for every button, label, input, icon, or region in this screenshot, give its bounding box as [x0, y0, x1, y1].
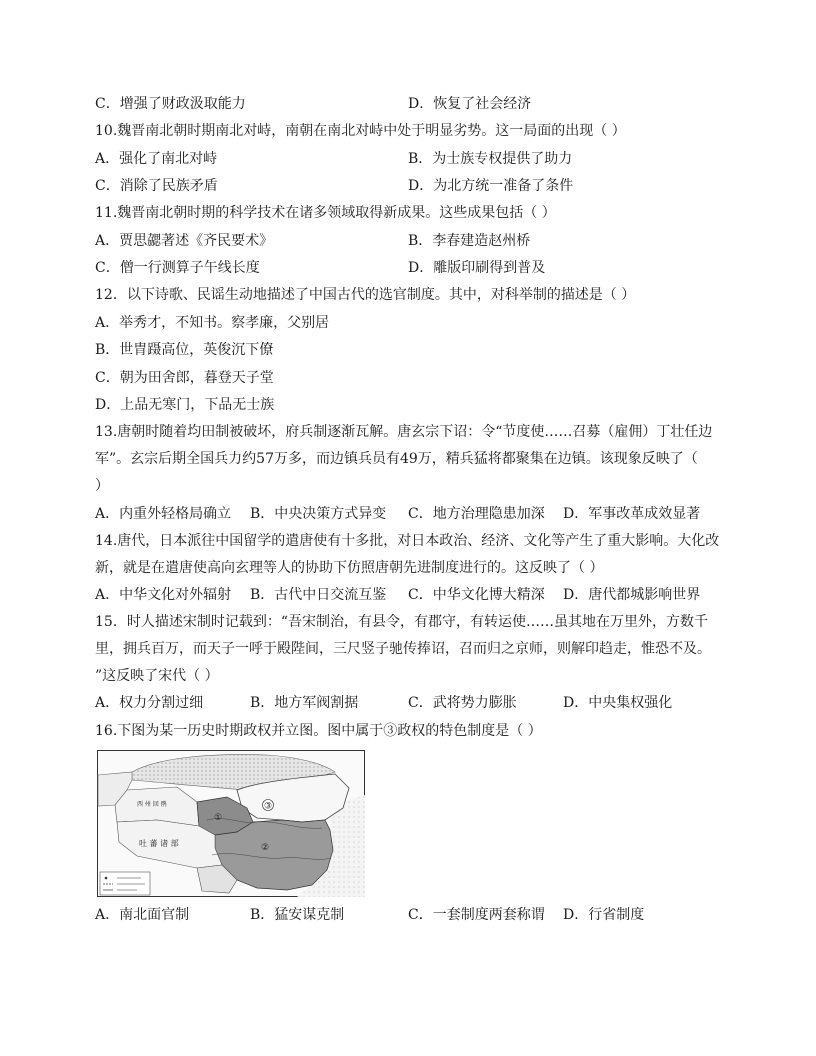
map-label-region-1: ①	[213, 813, 223, 823]
q12-option-a: A．举秀才，不知书。察孝廉，父别居	[95, 315, 330, 331]
q16-option-c: C．一套制度两套称谓	[408, 907, 545, 923]
q15-stem-line-1: 15．时人描述宋制时记载到：“吾宋制治，有县令，有郡守，有转运使……虽其地在万里外，方数千	[95, 614, 708, 630]
q14-option-b: B．古代中日交流互鉴	[250, 587, 387, 603]
q9-option-d: D．恢复了社会经济	[408, 96, 532, 112]
q15-option-b: B．地方军阀割据	[250, 695, 359, 711]
q16-stem: 16.下图为某一历史时期政权并立图。图中属于③政权的特色制度是（ ）	[95, 723, 542, 739]
map-legend-capital-symbol	[105, 877, 108, 880]
q12-option-b: B．世胄蹑高位，英俊沉下僚	[95, 342, 274, 358]
q14-stem-line-1: 14.唐代，日本派往中国留学的遣唐使有十多批，对日本政治、经济、文化等产生了重大影响。大化改	[95, 533, 720, 549]
q11-option-c: C．僧一行测算子午线长度	[95, 260, 260, 276]
q14-option-a: A．中华文化对外辐射	[95, 587, 232, 603]
q12-stem: 12．以下诗歌、民谣生动地描述了中国古代的选官制度。其中，对科举制的描述是（ ）	[95, 287, 636, 303]
q13-stem-line-1: 13.唐朝时随着均田制被破坏，府兵制逐渐瓦解。唐玄宗下诏：令“节度使……召募（雇佣）丁壮任边	[95, 424, 713, 440]
q9-option-c: C．增强了财政汲取能力	[95, 96, 246, 112]
q11-option-b: B．李春建造赵州桥	[408, 233, 531, 249]
q13-option-a: A．内重外轻格局确立	[95, 506, 232, 522]
q14-stem-line-2: 新，就是在遣唐使高向玄理等人的协助下仿照唐朝先进制度进行的。这反映了（ ）	[95, 560, 604, 576]
q16-option-b: B．猛安谋克制	[250, 907, 345, 923]
q11-option-d: D．雕版印刷得到普及	[408, 260, 546, 276]
q13-option-d: D．军事改革成效显著	[563, 506, 701, 522]
q12-option-c: C．朝为田舍郎，暮登天子堂	[95, 370, 274, 386]
q13-option-c: C．地方治理隐患加深	[408, 506, 545, 522]
history-map-figure	[97, 750, 365, 897]
q11-stem: 11.魏晋南北朝时期的科学技术在诸多领域取得新成果。这些成果包括（ ）	[95, 205, 556, 221]
map-label-region-2: ②	[260, 843, 270, 853]
q10-option-d: D．为北方统一准备了条件	[408, 178, 574, 194]
q16-option-d: D．行省制度	[563, 907, 645, 923]
q16-option-a: A．南北面官制	[95, 907, 190, 923]
q10-stem: 10.魏晋南北朝时期南北对峙，南朝在南北对峙中处于明显劣势。这一局面的出现（ ）	[95, 123, 626, 139]
q15-stem-line-3: ”这反映了宋代（ ）	[95, 668, 219, 684]
q10-option-b: B．为士族专权提供了助力	[408, 151, 573, 167]
q10-option-c: C．消除了民族矛盾	[95, 178, 218, 194]
map-label-tibet: 吐 蕃 诸 部	[139, 839, 179, 848]
q13-stem-line-2: 军”。玄宗后期全国兵力约57万多，而边镇兵员有49万，精兵猛将都聚集在边镇。该现象反映了（	[95, 451, 698, 467]
q14-option-c: C．中华文化博大精深	[408, 587, 545, 603]
q13-stem-line-3: ）	[95, 478, 109, 494]
q13-option-b: B．中央决策方式异变	[250, 506, 387, 522]
q15-stem-line-2: 里，拥兵百万，而天子一呼于殿陛间，三尺竖子驰传捧诏，召而归之京师，则解印趋走，惟恐不及。	[95, 641, 711, 657]
q14-option-d: D．唐代都城影响世界	[563, 587, 701, 603]
q10-option-a: A．强化了南北对峙	[95, 151, 218, 167]
q12-option-d: D．上品无寒门，下品无士族	[95, 397, 275, 413]
q15-option-a: A．权力分割过细	[95, 695, 204, 711]
map-label-xizhou: 西 州 回 鹘	[137, 801, 167, 808]
q15-option-d: D．中央集权强化	[563, 695, 673, 711]
map-label-region-3: ③	[263, 801, 273, 812]
q11-option-a: A．贾思勰著述《齐民要术》	[95, 233, 274, 249]
q15-option-c: C．武将势力膨胀	[408, 695, 517, 711]
